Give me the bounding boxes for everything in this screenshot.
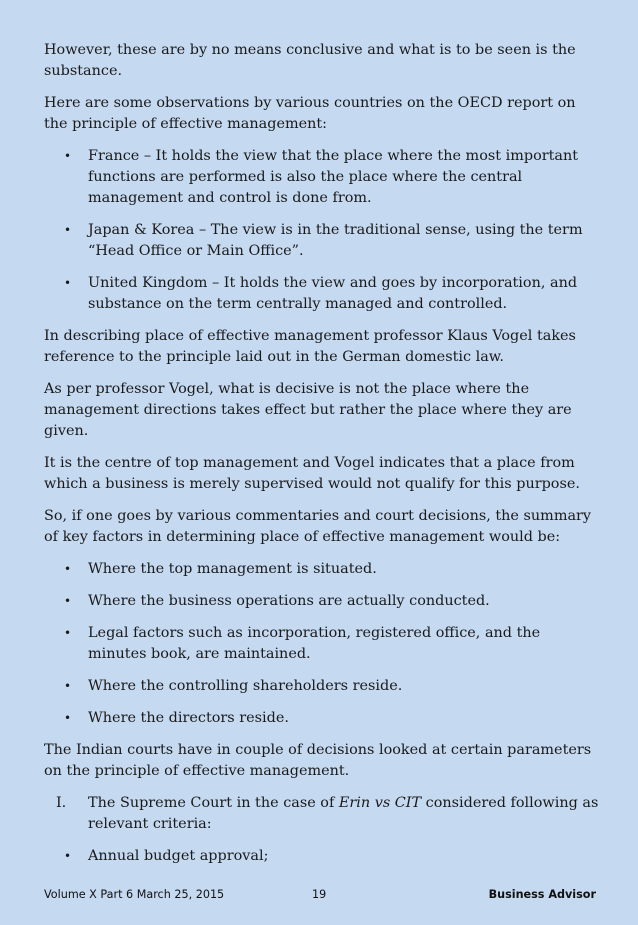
list-item-text: France – It holds the view that the place where the most important functions are performed is also the place where the central management and control is done from.: [88, 148, 579, 206]
list-item: [44, 708, 599, 729]
list-item-text: United Kingdom – It holds the view and goes by incorporation, and substance on the term centrally managed and controlled.: [88, 275, 578, 312]
key-factors-list: [44, 559, 599, 729]
list-item: [44, 146, 599, 209]
list-item-text: Where the business operations are actually conducted.: [88, 593, 490, 609]
list-item-text: Where the controlling shareholders reside.: [88, 678, 403, 694]
list-item: [44, 220, 599, 262]
paragraph: So, if one goes by various commentaries and court decisions, the summary of key factors in determining place of effective management would be:: [44, 508, 592, 545]
roman-numeral: I.: [56, 795, 67, 811]
list-item: [44, 846, 599, 867]
paragraph: As per professor Vogel, what is decisive is not the place where the management directions takes effect but rather the place where they are given.: [44, 381, 572, 439]
bullet-icon: •: [64, 149, 72, 163]
list-item: [44, 559, 599, 580]
bullet-icon: •: [64, 276, 72, 290]
page-number: 19: [312, 888, 327, 901]
list-item-text: Legal factors such as incorporation, registered office, and the minutes book, are maintained.: [88, 625, 541, 662]
list-item-text: Annual budget approval;: [88, 848, 269, 864]
list-item-text: Where the directors reside.: [88, 710, 289, 726]
list-item: [44, 623, 599, 665]
list-item-text: Where the top management is situated.: [88, 561, 377, 577]
bullet-icon: •: [64, 849, 72, 863]
list-item: [44, 273, 599, 315]
criteria-list: [44, 846, 599, 867]
bullet-icon: •: [64, 626, 72, 640]
bullet-icon: •: [64, 562, 72, 576]
list-item: [44, 676, 599, 697]
numbered-item-text: The Supreme Court in the case of: [88, 795, 339, 811]
case-name: Erin vs CIT: [338, 795, 422, 811]
numbered-item: [44, 793, 599, 835]
numbered-item-text-end: considered following as relevant criteria:: [88, 795, 599, 832]
paragraph: It is the centre of top management and Vogel indicates that a place from which a business is merely supervised would not qualify for this purpose.: [44, 455, 580, 492]
bullet-icon: •: [64, 679, 72, 693]
bullet-icon: •: [64, 594, 72, 608]
paragraph: In describing place of effective management professor Klaus Vogel takes reference to the principle laid out in the German domestic law.: [44, 328, 576, 365]
paragraph: The Indian courts have in couple of decisions looked at certain parameters on the principle of effective management.: [44, 742, 592, 779]
country-observations-list: [44, 146, 599, 315]
footer-issue: Volume X Part 6 March 25, 2015: [44, 888, 225, 901]
document-body: [44, 40, 599, 878]
footer-publication: Business Advisor: [488, 888, 596, 901]
bullet-icon: •: [64, 223, 72, 237]
paragraph: However, these are by no means conclusive and what is to be seen is the substance.: [44, 42, 576, 79]
list-item-text: Japan & Korea – The view is in the traditional sense, using the term “Head Office or Main Office”.: [88, 222, 583, 259]
bullet-icon: •: [64, 711, 72, 725]
paragraph: Here are some observations by various countries on the OECD report on the principle of effective management:: [44, 95, 576, 132]
list-item: [44, 591, 599, 612]
